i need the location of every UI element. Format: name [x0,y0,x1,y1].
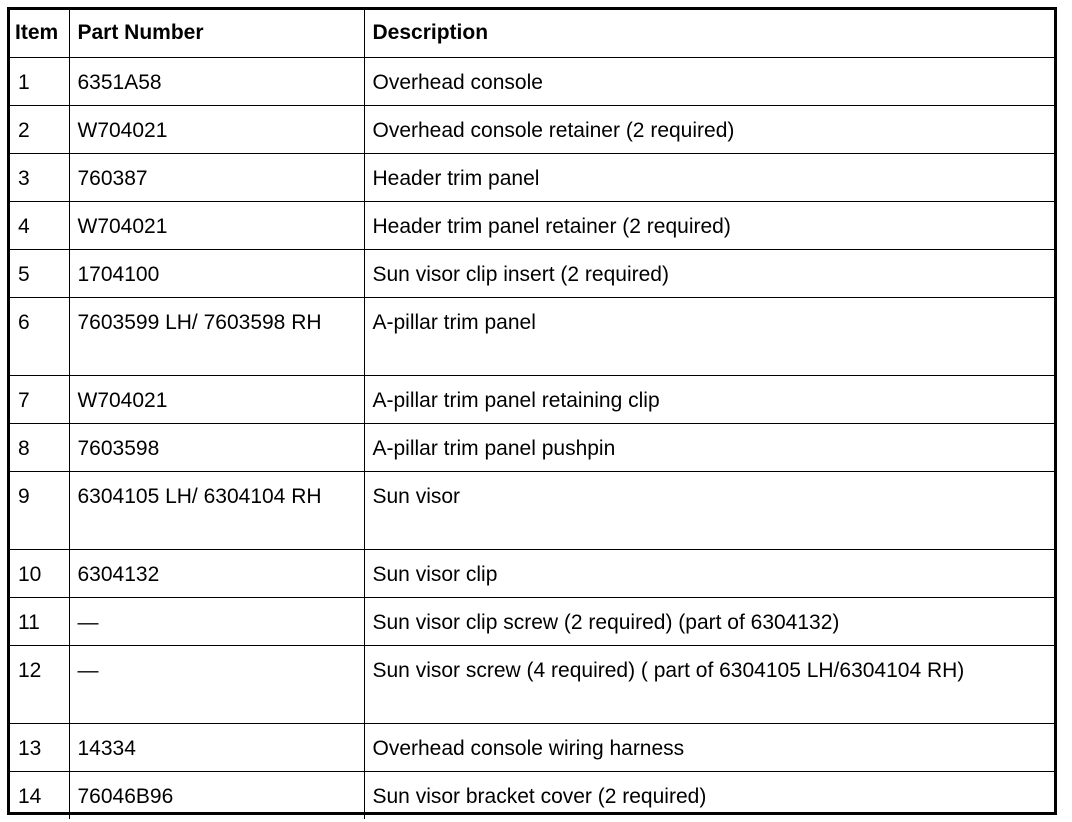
header-description: Description [364,10,1054,57]
cell-item: 9 [10,471,69,549]
cell-item: 8 [10,423,69,471]
cell-description: A-pillar trim panel [364,297,1054,375]
table-row [10,297,1054,375]
cell-item: 11 [10,597,69,645]
header-item: Item [10,10,69,57]
cell-item: 10 [10,549,69,597]
cell-part-number: 6304105 LH/ 6304104 RH [69,471,364,549]
cell-part-number: — [69,597,364,645]
cell-description: Overhead console retainer (2 required) [364,105,1054,153]
table-header-row [10,10,1054,57]
cell-item: 14 [10,771,69,819]
cell-part-number: 1704100 [69,249,364,297]
table-row [10,153,1054,201]
cell-item: 13 [10,723,69,771]
cell-part-number: 6351A58 [69,57,364,105]
table-row [10,249,1054,297]
cell-description: Header trim panel [364,153,1054,201]
table-row [10,549,1054,597]
cell-item: 12 [10,645,69,723]
cell-item: 3 [10,153,69,201]
cell-part-number: 76046B96 [69,771,364,819]
header-part-number: Part Number [69,10,364,57]
cell-part-number: W704021 [69,201,364,249]
cell-item: 7 [10,375,69,423]
cell-description: Sun visor clip [364,549,1054,597]
cell-part-number: 7603599 LH/ 7603598 RH [69,297,364,375]
cell-description: Header trim panel retainer (2 required) [364,201,1054,249]
cell-part-number: 7603598 [69,423,364,471]
cell-description: Overhead console [364,57,1054,105]
cell-part-number: 14334 [69,723,364,771]
cell-item: 2 [10,105,69,153]
table-row [10,471,1054,549]
cell-description: Overhead console wiring harness [364,723,1054,771]
cell-part-number: — [69,645,364,723]
table-row [10,375,1054,423]
cell-item: 5 [10,249,69,297]
parts-table-frame [7,7,1057,815]
table-row [10,723,1054,771]
table-row [10,201,1054,249]
cell-item: 1 [10,57,69,105]
cell-part-number: W704021 [69,375,364,423]
cell-part-number: W704021 [69,105,364,153]
parts-table [10,10,1054,819]
cell-part-number: 760387 [69,153,364,201]
cell-item: 4 [10,201,69,249]
table-row [10,771,1054,819]
cell-item: 6 [10,297,69,375]
cell-description: Sun visor screw (4 required) ( part of 6304105 LH/6304104 RH) [364,645,1054,723]
table-row [10,597,1054,645]
table-row [10,645,1054,723]
cell-part-number: 6304132 [69,549,364,597]
cell-description: Sun visor [364,471,1054,549]
table-row [10,57,1054,105]
cell-description: Sun visor clip insert (2 required) [364,249,1054,297]
table-row [10,423,1054,471]
cell-description: Sun visor clip screw (2 required) (part of 6304132) [364,597,1054,645]
cell-description: A-pillar trim panel retaining clip [364,375,1054,423]
table-row [10,105,1054,153]
cell-description: Sun visor bracket cover (2 required) [364,771,1054,819]
cell-description: A-pillar trim panel pushpin [364,423,1054,471]
